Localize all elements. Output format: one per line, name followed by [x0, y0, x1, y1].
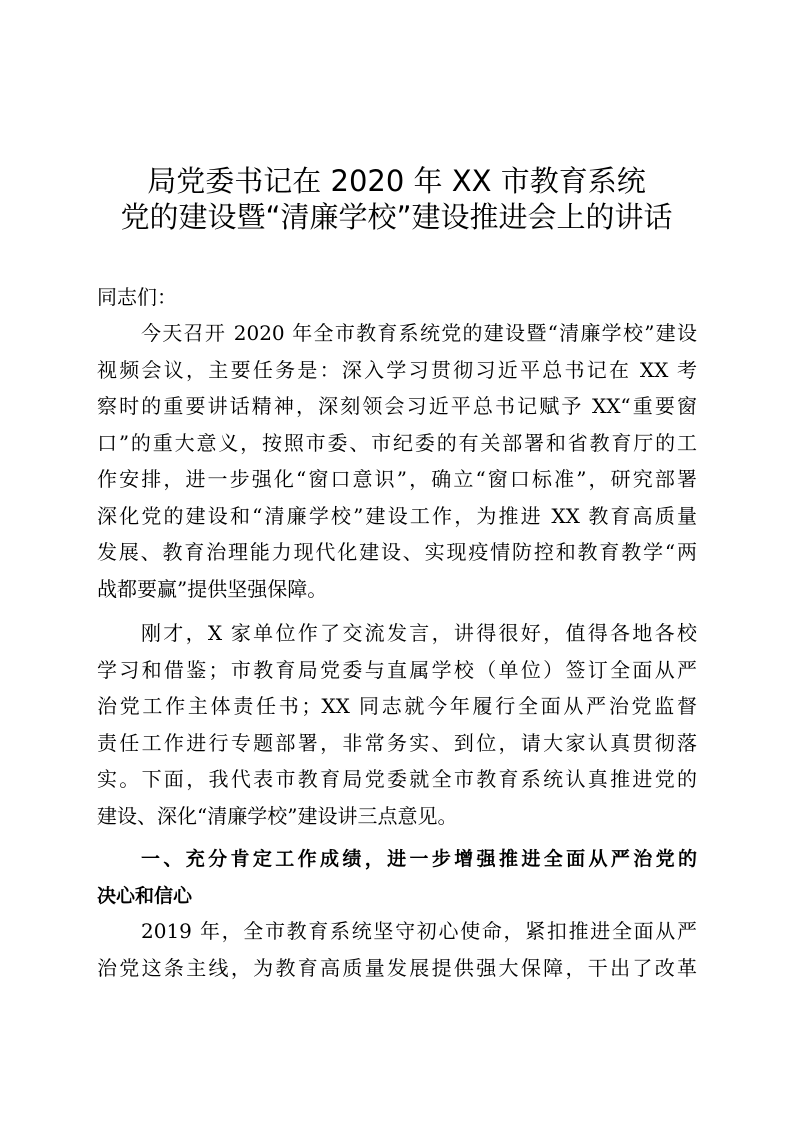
paragraph-3-line-2: 治党这条主线，为教育高质量发展提供强大保障，干出了改革 — [97, 956, 697, 980]
paragraph-3-line-1: 2019 年，全市教育系统坚守初心使命，紧扣推进全面从严 — [141, 919, 697, 943]
document-title-line-2: 党的建设暨“清廉学校”建设推进会上的讲话 — [120, 200, 673, 234]
paragraph-1-line-3: 察时的重要讲话精神，深刻领会习近平总书记赋予 XX“重要窗 — [97, 394, 697, 418]
paragraph-1-line-8: 战都要赢”提供坚强保障。 — [97, 577, 328, 601]
paragraph-1-line-7: 发展、教育治理能力现代化建设、实现疫情防控和教育教学“两 — [97, 540, 697, 564]
paragraph-2-line-5: 实。下面，我代表市教育局党委就全市教育系统认真推进党的 — [97, 767, 697, 791]
paragraph-1-line-5: 作安排，进一步强化“窗口意识”，确立“窗口标准”，研究部署 — [97, 467, 697, 491]
paragraph-1-line-1: 今天召开 2020 年全市教育系统党的建设暨“清廉学校”建设 — [141, 321, 697, 345]
paragraph-2-line-1: 刚才，X 家单位作了交流发言，讲得很好，值得各地各校 — [141, 621, 697, 645]
paragraph-2-line-2: 学习和借鉴；市教育局党委与直属学校（单位）签订全面从严 — [97, 658, 697, 682]
section-heading-line-2: 决心和信心 — [97, 885, 193, 907]
paragraph-2-line-6: 建设、深化“清廉学校”建设讲三点意见。 — [97, 804, 458, 828]
paragraph-2-line-3: 治党工作主体责任书；XX 同志就今年履行全面从严治党监督 — [97, 694, 697, 718]
greeting: 同志们： — [97, 285, 177, 309]
paragraph-1-line-6: 深化党的建设和“清廉学校”建设工作，为推进 XX 教育高质量 — [97, 504, 697, 528]
paragraph-2-line-4: 责任工作进行专题部署，非常务实、到位，请大家认真贯彻落 — [97, 731, 697, 755]
section-heading-line-1: 一、充分肯定工作成绩，进一步增强推进全面从严治党的 — [141, 848, 697, 870]
paragraph-1-line-4: 口”的重大意义，按照市委、市纪委的有关部署和省教育厅的工 — [97, 431, 697, 455]
paragraph-1-line-2: 视频会议，主要任务是：深入学习贯彻习近平总书记在 XX 考 — [97, 358, 697, 382]
document-title-line-1: 局党委书记在 2020 年 XX 市教育系统 — [147, 164, 646, 198]
